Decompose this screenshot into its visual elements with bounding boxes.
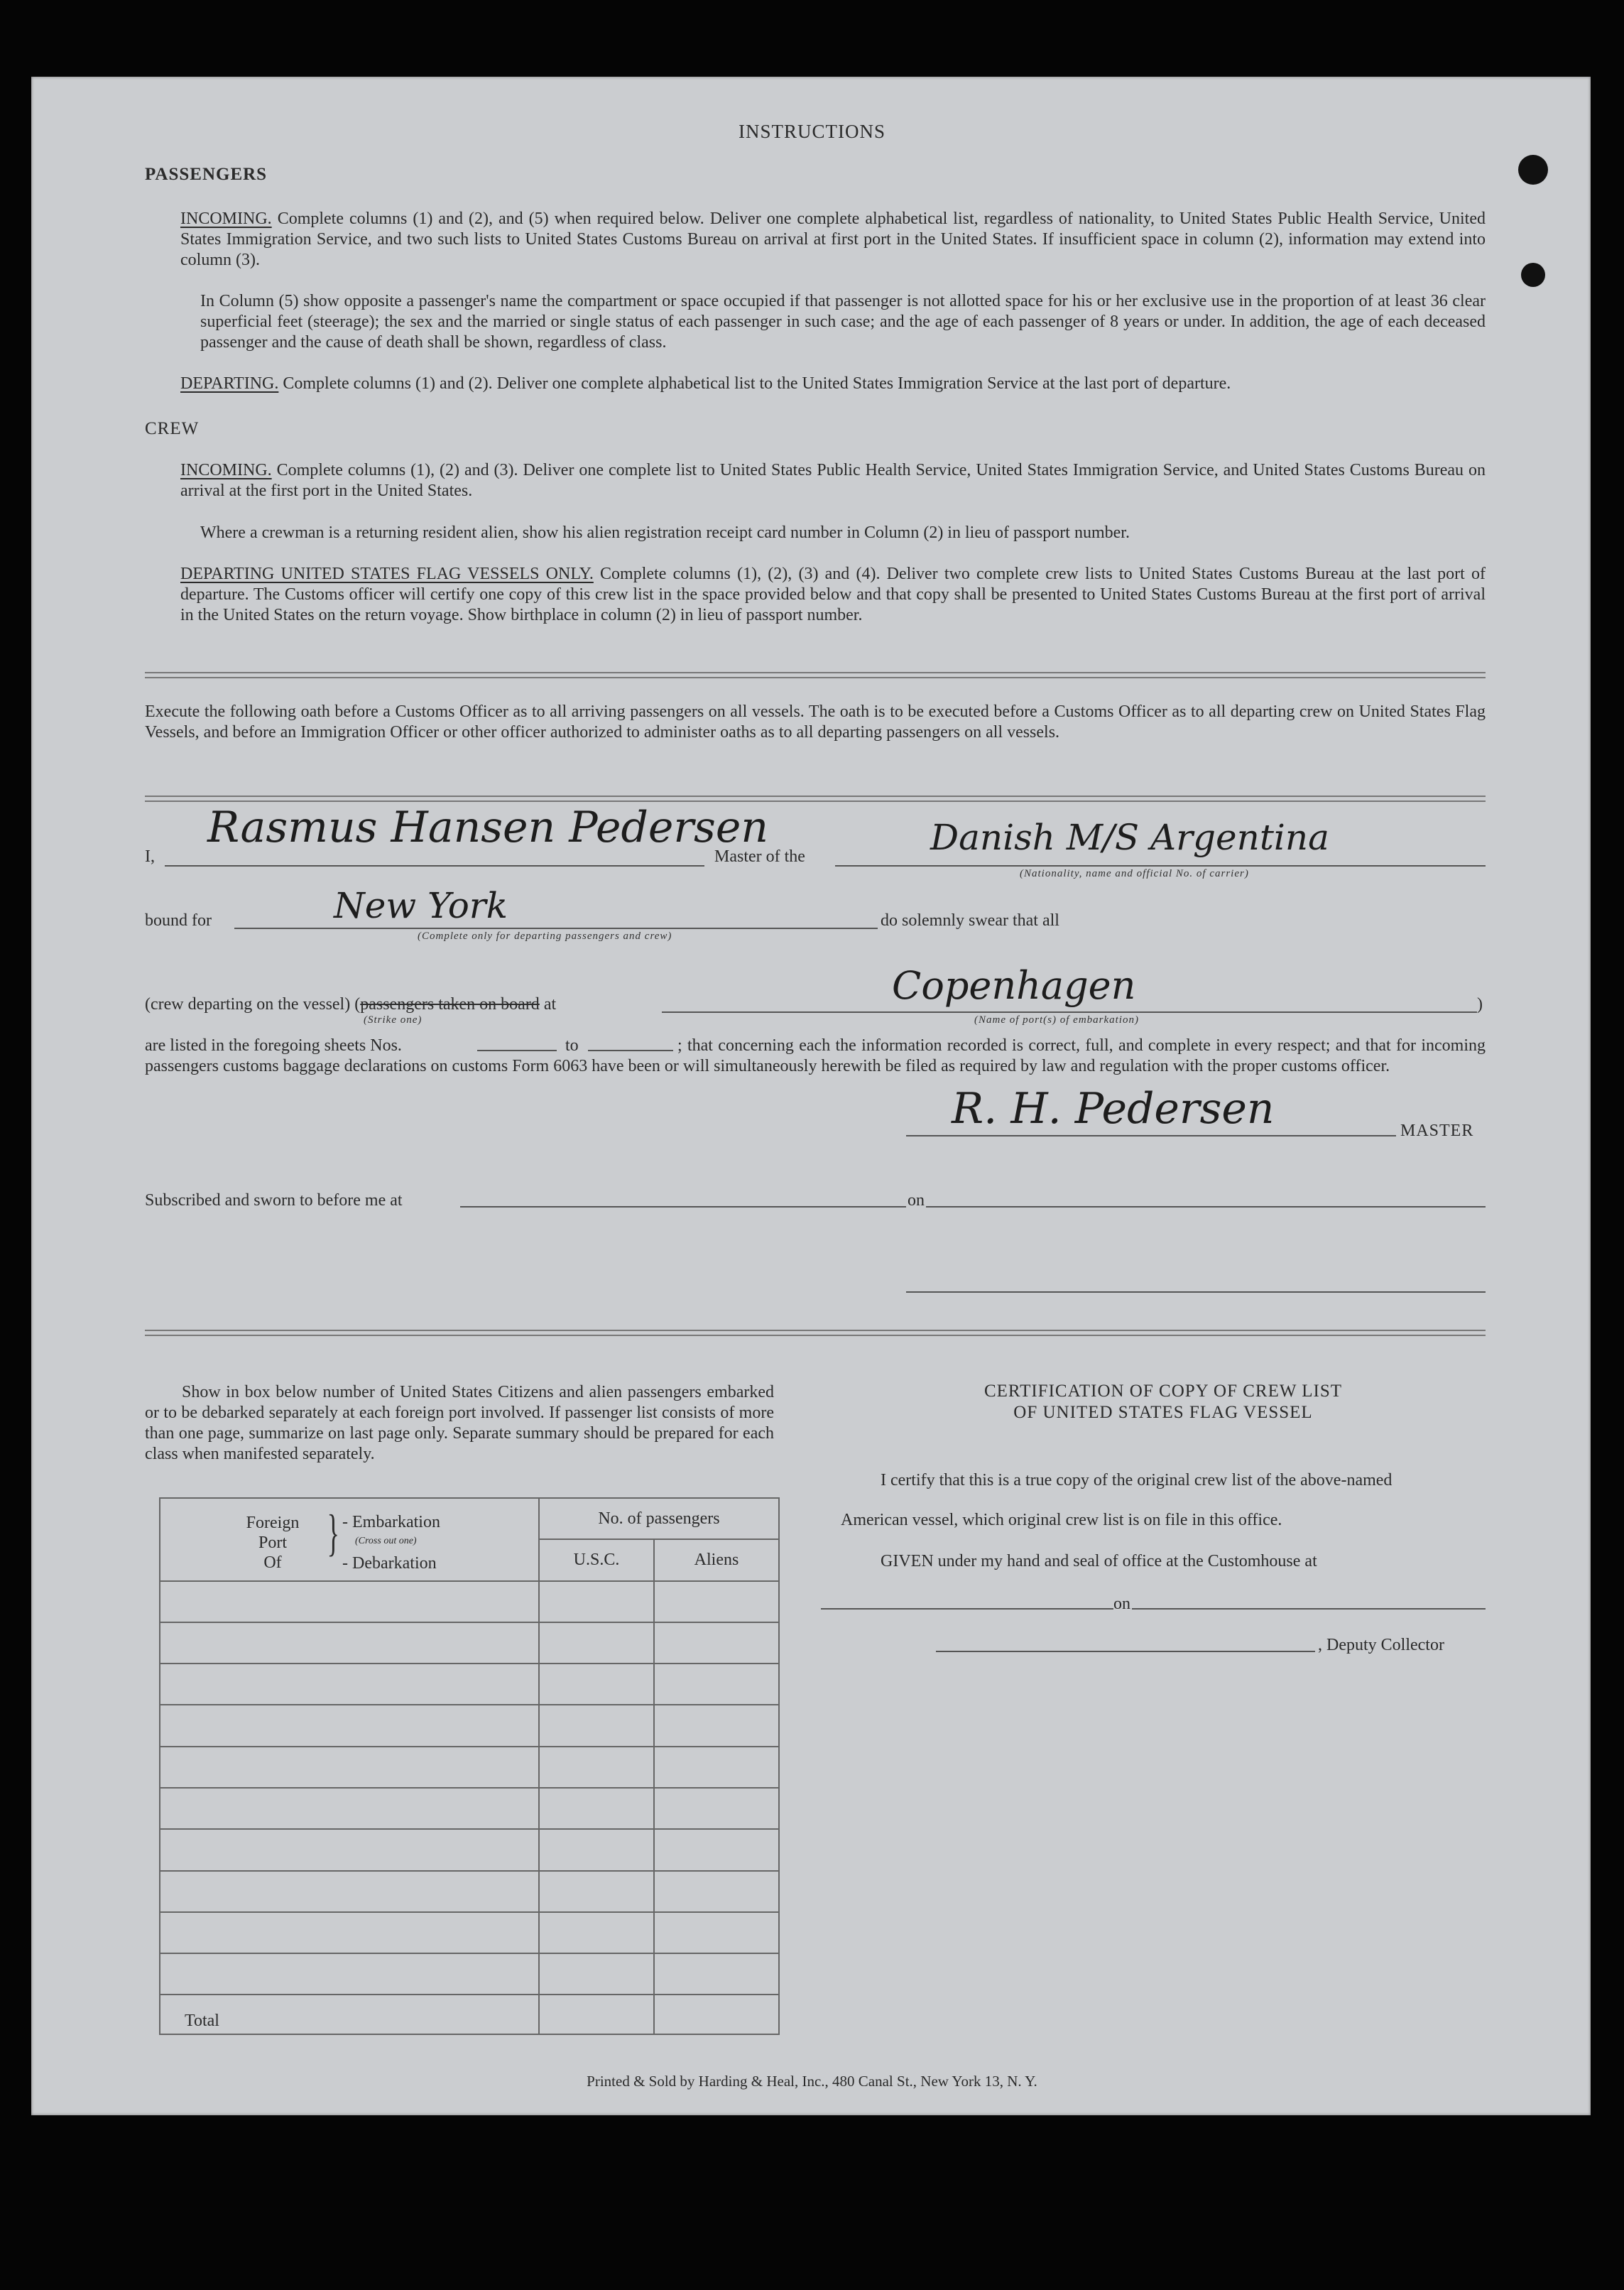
- section-divider: [145, 1330, 1486, 1336]
- crew-incoming-label: INCOMING.: [180, 461, 272, 479]
- port-line: [662, 1011, 1477, 1013]
- vessel-line: [835, 865, 1486, 867]
- passengers-departing-label: DEPARTING.: [180, 374, 279, 393]
- table-row: [160, 1953, 779, 1994]
- bound-for-note: (Complete only for departing passengers and crew): [418, 930, 672, 942]
- table-row: [160, 1829, 779, 1870]
- master-signature[interactable]: R. H. Pedersen: [952, 1084, 1275, 1134]
- usc-cell[interactable]: [539, 1871, 654, 1912]
- crew-incoming-text: Complete columns (1), (2) and (3). Deliver one complete list to United States Public Health Service, United States Immigration Service, and United States Customs Bureau on arrival at the first port in the United States.: [180, 461, 1486, 500]
- usc-cell[interactable]: [539, 1829, 654, 1870]
- brace-icon: }: [327, 1504, 339, 1562]
- master-name-line: [165, 865, 704, 867]
- crew-departing-label: [145, 994, 556, 1014]
- master-of-label: Master of the: [714, 847, 805, 866]
- aliens-cell[interactable]: [654, 1829, 779, 1870]
- aliens-header: Aliens: [654, 1539, 779, 1580]
- oath-paragraph: ; that concerning each the information recorded is correct, full, and complete in every respect; and that for incoming passengers customs baggage declarations on customs Form 6063 have been or will simultaneously herewith be filed as required by law and regulation with the proper customs officer.: [145, 1036, 1486, 1075]
- punch-hole: [1518, 155, 1548, 185]
- oath-i-label: I,: [145, 847, 155, 866]
- punch-hole: [1521, 263, 1545, 287]
- table-row: [160, 1912, 779, 1953]
- usc-cell[interactable]: [539, 1953, 654, 1994]
- bound-for-label: bound for: [145, 911, 212, 930]
- passengers-incoming-label: INCOMING.: [180, 210, 272, 228]
- table-row: [160, 1622, 779, 1664]
- box-instructions: Show in box below number of United States Citizens and alien passengers embarked or to be debarked separately at each foreign port involved. If passenger list consists of more than one page, summarize on last page only. Separate summary should be prepared for each class when manifested separately.: [145, 1383, 774, 1463]
- crew-heading: CREW: [145, 419, 200, 438]
- port-cell[interactable]: [160, 1664, 539, 1705]
- certification-date-line[interactable]: [1132, 1608, 1486, 1610]
- certification-title-line1: CERTIFICATION OF COPY OF CREW LIST: [983, 1382, 1343, 1401]
- passengers-heading: PASSENGERS: [145, 165, 268, 184]
- aliens-cell[interactable]: [654, 1747, 779, 1788]
- aliens-cell[interactable]: [654, 1912, 779, 1953]
- port-label: Port: [258, 1534, 287, 1553]
- certification-title: [841, 1381, 1486, 1423]
- total-row: [160, 1995, 779, 2034]
- signature-line: [906, 1135, 1396, 1136]
- at-label: at: [543, 995, 557, 1014]
- to-label: to: [565, 1036, 579, 1055]
- page-title: INSTRUCTIONS: [739, 121, 886, 142]
- deputy-signature-line[interactable]: [936, 1651, 1315, 1652]
- port-cell[interactable]: [160, 1912, 539, 1953]
- subscribed-place-line[interactable]: [460, 1206, 906, 1208]
- table-row: [160, 1581, 779, 1622]
- usc-total-cell[interactable]: [539, 1995, 654, 2034]
- crew-departing-paragraph: [180, 564, 1486, 626]
- deputy-collector-label: , Deputy Collector: [1318, 1636, 1444, 1654]
- aliens-cell[interactable]: [654, 1705, 779, 1746]
- certification-title-line2: OF UNITED STATES FLAG VESSEL: [1013, 1403, 1313, 1422]
- subscribed-date-line[interactable]: [926, 1206, 1486, 1208]
- aliens-cell[interactable]: [654, 1622, 779, 1664]
- usc-cell[interactable]: [539, 1788, 654, 1829]
- port-cell[interactable]: [160, 1788, 539, 1829]
- crew-departing-text: (crew departing on the vessel) (: [145, 995, 361, 1014]
- cross-out-note: (Cross out one): [355, 1536, 417, 1547]
- aliens-cell[interactable]: [654, 1664, 779, 1705]
- port-note: (Name of port(s) of embarkation): [974, 1014, 1139, 1026]
- port-cell[interactable]: [160, 1622, 539, 1664]
- master-name-field[interactable]: Rasmus Hansen Pedersen: [207, 803, 768, 852]
- usc-cell[interactable]: [539, 1912, 654, 1953]
- foreign-label: Foreign: [246, 1514, 300, 1533]
- officer-signature-line[interactable]: [906, 1291, 1486, 1293]
- port-cell[interactable]: [160, 1705, 539, 1746]
- crew-incoming-paragraph: [180, 460, 1486, 501]
- total-label: Total: [160, 1995, 539, 2034]
- swear-label: do solemnly swear that all: [881, 911, 1059, 930]
- close-paren: ): [1477, 995, 1483, 1014]
- section-divider: [145, 672, 1486, 678]
- crew-departing-text: Complete columns (1), (2), (3) and (4). Deliver two complete crew lists to United States Customs Bureau at the last port of departure. The Customs officer will certify one copy of this crew list in the space provided below and that copy shall be presented to United States Customs Bureau at the first port of arrival in the United States on the return voyage. Show birthplace in column (2) in lieu of passport number.: [180, 565, 1486, 624]
- passenger-summary-table: [159, 1497, 780, 2035]
- crew-resident-paragraph: Where a crewman is a returning resident alien, show his alien registration receipt card number in Column (2) in lieu of passport number.: [200, 523, 1130, 542]
- port-cell[interactable]: [160, 1953, 539, 1994]
- passengers-incoming-paragraph: [180, 209, 1486, 271]
- usc-cell[interactable]: [539, 1747, 654, 1788]
- vessel-note: (Nationality, name and official No. of carrier): [1020, 868, 1249, 879]
- passengers-incoming-text: Complete columns (1) and (2), and (5) when required below. Deliver one complete alphabetical list, regardless of nationality, to United States Public Health Service, United States Immigration Service, and two such lists to United States Customs Bureau on arrival at first port in the United States. If insufficient space in column (2), information may extend into column (3).: [180, 210, 1486, 269]
- passengers-departing-paragraph: [180, 374, 1486, 394]
- usc-cell[interactable]: [539, 1622, 654, 1664]
- passengers-column5-paragraph: In Column (5) show opposite a passenger's name the compartment or space occupied if that passenger is not allotted space for his or her exclusive use in the proportion of at least 36 clear superficial feet (steerage); the sex and the married or single status of each passenger in such case; and the age of each passenger of 8 years or under. In addition, the age of each deceased passenger and the cause of death shall be shown, regardless of class.: [200, 292, 1486, 352]
- table-row: [160, 1747, 779, 1788]
- passengers-struck-text: passengers taken on board: [360, 995, 540, 1014]
- embarkation-label: - Embarkation: [342, 1513, 440, 1532]
- port-field[interactable]: Copenhagen: [892, 963, 1136, 1008]
- aliens-cell[interactable]: [654, 1871, 779, 1912]
- subscribed-on-label: on: [908, 1191, 925, 1210]
- master-label: MASTER: [1400, 1122, 1474, 1140]
- customhouse-line[interactable]: [821, 1608, 1113, 1610]
- port-header-cell: [160, 1498, 539, 1581]
- passengers-departing-text: Complete columns (1) and (2). Deliver one complete alphabetical list to the United States Immigration Service at the last port of departure.: [283, 374, 1231, 393]
- listed-prefix: are listed in the foregoing sheets Nos.: [145, 1036, 402, 1055]
- section-divider: [145, 796, 1486, 802]
- table-row: [160, 1664, 779, 1705]
- no-of-passengers-header: No. of passengers: [539, 1498, 779, 1539]
- aliens-cell[interactable]: [654, 1581, 779, 1622]
- aliens-cell[interactable]: [654, 1953, 779, 1994]
- subscribed-label: Subscribed and sworn to before me at: [145, 1191, 403, 1210]
- table-row: [160, 1788, 779, 1829]
- usc-cell[interactable]: [539, 1664, 654, 1705]
- aliens-cell[interactable]: [654, 1788, 779, 1829]
- port-cell[interactable]: [160, 1747, 539, 1788]
- certification-on-label: on: [1113, 1595, 1130, 1613]
- certification-text-line2: American vessel, which original crew list is on file in this office.: [841, 1511, 1282, 1529]
- printer-footer: Printed & Sold by Harding & Heal, Inc., 480 Canal St., New York 13, N. Y.: [587, 2073, 1037, 2090]
- certification-text-line1: I certify that this is a true copy of the original crew list of the above-named: [881, 1471, 1393, 1489]
- crew-departing-label: DEPARTING UNITED STATES FLAG VESSELS ONLY.: [180, 565, 594, 583]
- usc-cell[interactable]: [539, 1581, 654, 1622]
- port-cell[interactable]: [160, 1829, 539, 1870]
- debarkation-label: - Debarkation: [342, 1554, 437, 1573]
- table-row: [160, 1871, 779, 1912]
- bound-for-field[interactable]: New York: [334, 885, 508, 926]
- table-row: [160, 1705, 779, 1746]
- bound-for-line: [234, 928, 878, 929]
- strike-note: (Strike one): [364, 1014, 423, 1026]
- oath-instructions: Execute the following oath before a Customs Officer as to all arriving passengers on all vessels. The oath is to be executed before a Customs Officer as to all departing crew on United States Flag Vessels, and before an Immigration Officer or other officer authorized to administer oaths as to all departing passengers on all vessels.: [145, 702, 1486, 742]
- usc-cell[interactable]: [539, 1705, 654, 1746]
- aliens-total-cell[interactable]: [654, 1995, 779, 2034]
- port-cell[interactable]: [160, 1871, 539, 1912]
- of-label: Of: [263, 1553, 282, 1573]
- port-cell[interactable]: [160, 1581, 539, 1622]
- vessel-field[interactable]: Danish M/S Argentina: [930, 817, 1329, 858]
- certification-given: GIVEN under my hand and seal of office at the Customhouse at: [881, 1552, 1317, 1570]
- usc-header: U.S.C.: [539, 1539, 654, 1580]
